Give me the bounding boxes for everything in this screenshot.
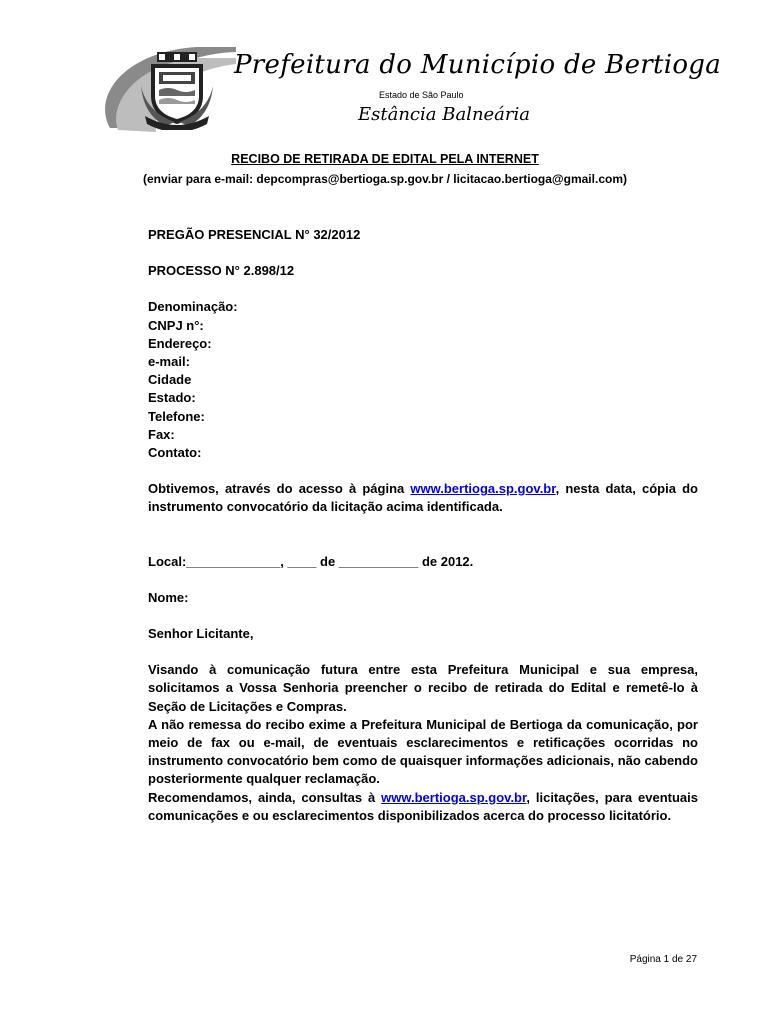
obtivemos-text-end: , nesta data, cópia do instrumento convocatório da licitação acima identificada.	[148, 481, 698, 515]
page-number: Página 1 de 27	[629, 954, 697, 965]
paragraph-2: A não remessa do recibo exime a Prefeitura Municipal de Bertioga da comunicação, por meio de fax ou e-mail, de eventuais esclarecimentos e retificações ocorridas no instrumento convocatório bem como de quaisquer informações adicionais, não cabendo posteriormente qualquer reclamação.	[148, 716, 698, 787]
obtivemos-paragraph	[148, 480, 698, 516]
nome-field: Nome:	[148, 589, 189, 605]
website-link[interactable]: www.bertioga.sp.gov.br	[410, 481, 556, 497]
field-estado: Estado:	[148, 390, 196, 406]
document-body	[148, 226, 698, 825]
paragraph-3	[148, 789, 698, 825]
document-title: RECIBO DE RETIRADA DE EDITAL PELA INTERNET	[231, 152, 539, 166]
local-date-line: Local:_____________, ____ de ___________ de 2012.	[148, 553, 474, 569]
paragraph-1: Visando à comunicação futura entre esta Prefeitura Municipal e sua empresa, solicitamos a Vossa Senhoria preencher o recibo de retirada do Edital e remetê-lo à Seção de Licitações e Compras.	[148, 662, 698, 714]
field-email: e-mail:	[148, 354, 190, 370]
municipality-subtitle: Estância Balneária	[358, 104, 531, 125]
website-link-2[interactable]: www.bertioga.sp.gov.br	[381, 789, 527, 805]
processo-number: PROCESSO N° 2.898/12	[148, 263, 295, 279]
paragraph-3-start: Recomendamos, ainda, consultas à	[148, 789, 382, 805]
field-cnpj: CNPJ n°:	[148, 317, 204, 333]
field-cidade: Cidade	[148, 372, 192, 388]
municipality-title: Prefeitura do Município de Bertioga	[234, 50, 722, 80]
field-endereco: Endereço:	[148, 335, 212, 351]
field-fax: Fax:	[148, 426, 175, 442]
state-label: Estado de São Paulo	[379, 90, 464, 100]
field-telefone: Telefone:	[148, 408, 205, 424]
field-denominacao: Denominação:	[148, 299, 238, 315]
document-subtitle: (enviar para e-mail: depcompras@bertioga.sp.gov.br / licitacao.bertioga@gmail.com)	[143, 172, 627, 186]
salutation: Senhor Licitante,	[148, 626, 254, 642]
letterhead	[96, 44, 722, 134]
municipal-coat-of-arms-icon	[141, 50, 213, 130]
pregao-number: PREGÃO PRESENCIAL N° 32/2012	[148, 227, 361, 242]
paragraph-3-end: , licitações, para eventuais comunicações e ou esclarecimentos disponibilizados acerca do processo licitatório.	[148, 789, 698, 823]
field-contato: Contato:	[148, 445, 202, 461]
obtivemos-text-start: Obtivemos, através do acesso à página	[148, 481, 411, 497]
